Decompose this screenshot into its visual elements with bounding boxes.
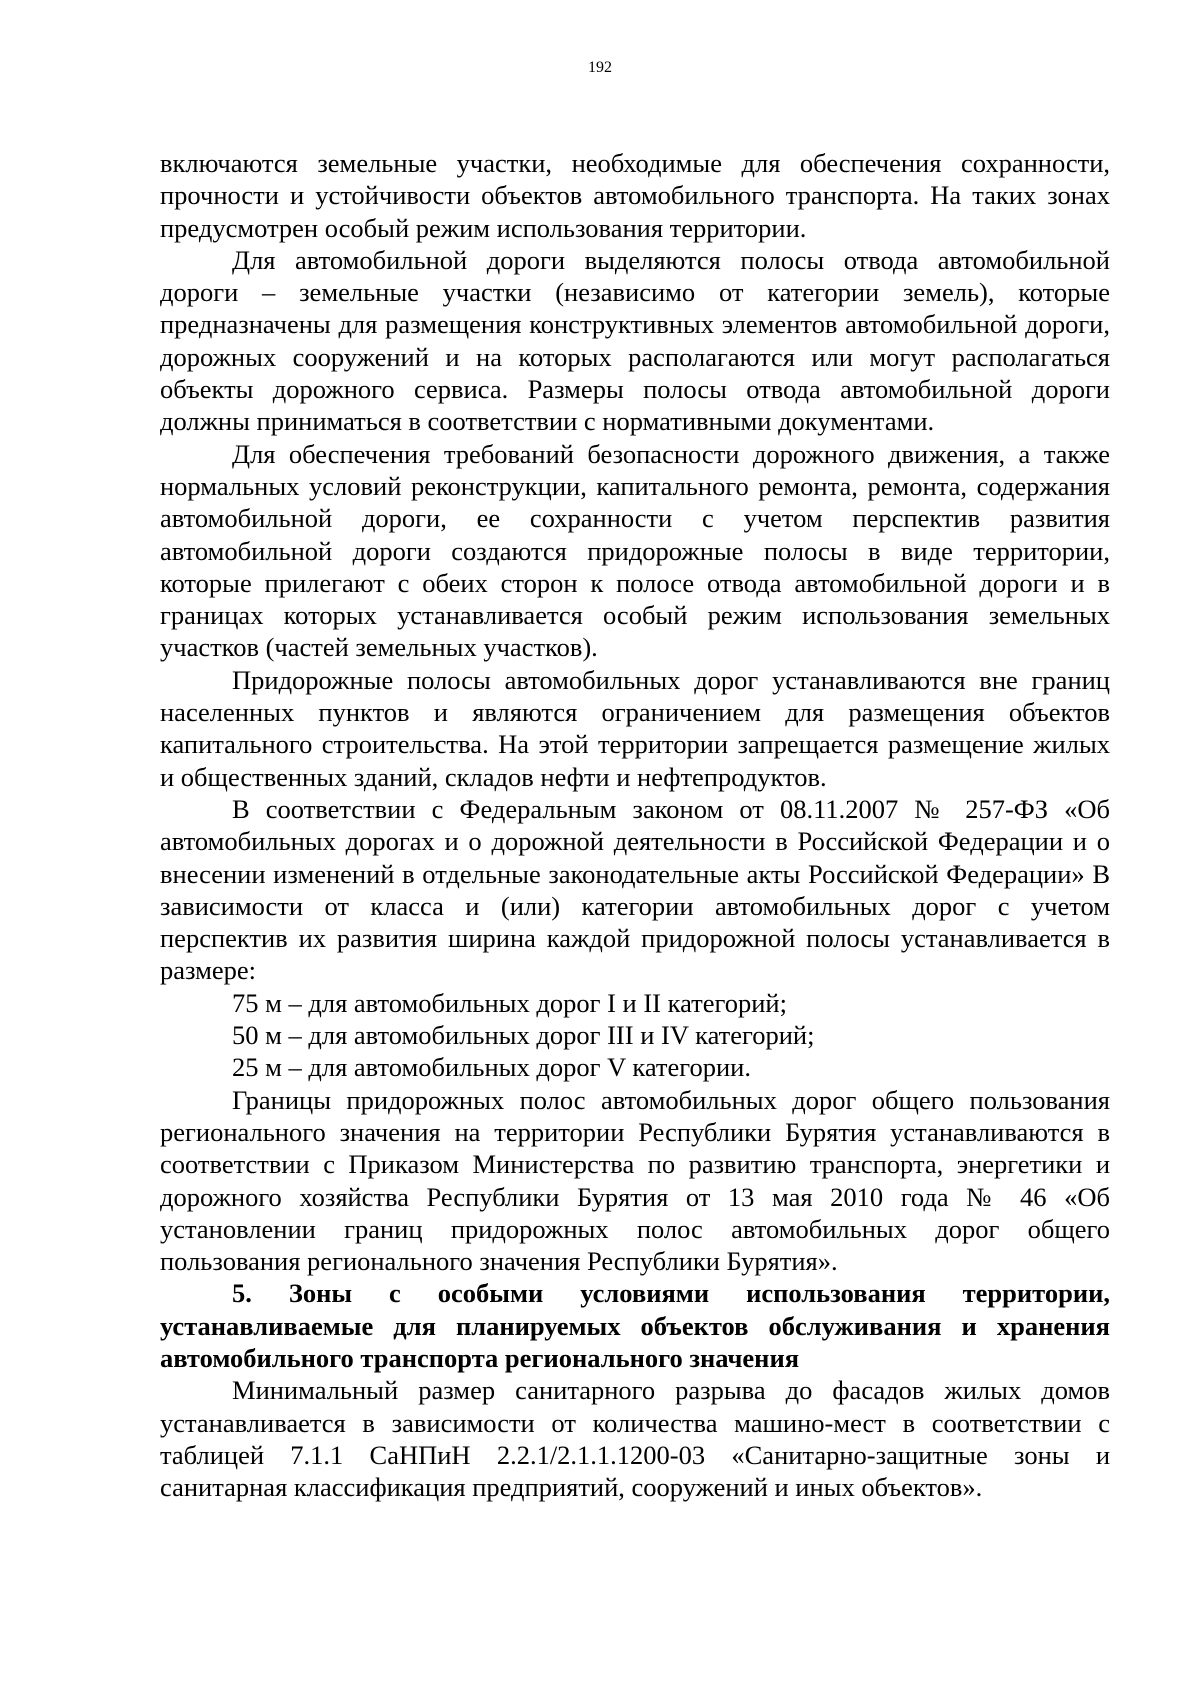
page-number: 192 bbox=[588, 59, 612, 76]
list-item-75m: 75 м – для автомобильных дорог I и II категорий; bbox=[232, 987, 787, 1018]
paragraph-sanitary-gap: Минимальный размер санитарного разрыва до фасадов жилых домов устанавливается в зависимости от количества машино-мест в соответствии с таблицей 7.1.1 СаНПиН 2.2.1/2.1.1.1200-03 «Санитарно-защитные зоны и санитарная классификация предприятий, сооружений и иных объектов». bbox=[160, 1375, 1110, 1503]
paragraph-roadside-strips: Для обеспечения требований безопасности дорожного движения, а также нормальных условий реконструкции, капитального ремонта, ремонта, содержания автомобильной дороги, ее сохранности с учетом перспектив развития автомобильной дороги создаются придорожные полосы в виде территории, которые прилегают с обеих сторон к полосе отвода автомобильной дороги и в границах которых устанавливается особый режим использования земельных участков (частей земельных участков). bbox=[160, 438, 1110, 663]
paragraph-continuation: включаются земельные участки, необходимые для обеспечения сохранности, прочности и устойчивости объектов автомобильного транспорта. На таких зонах предусмотрен особый режим использования территории. bbox=[160, 148, 1110, 243]
paragraph-roadside-restrictions: Придорожные полосы автомобильных дорог устанавливаются вне границ населенных пунктов и являются ограничением для размещения объектов капитального строительства. На этой территории запрещается размещение жилых и общественных зданий, складов нефти и нефтепродуктов. bbox=[160, 664, 1110, 792]
paragraph-federal-law: В соответствии с Федеральным законом от 08.11.2007 № 257-ФЗ «Об автомобильных дорогах и о дорожной деятельности в Российской Федерации и о внесении изменений в отдельные законодательные акты Российской Федерации» В зависимости от класса и (или) категории автомобильных дорог с учетом перспектив их развития ширина каждой придорожной полосы устанавливается в размере: bbox=[160, 793, 1110, 986]
list-item-50m: 50 м – для автомобильных дорог III и IV категорий; bbox=[232, 1020, 815, 1051]
paragraph-right-of-way: Для автомобильной дороги выделяются полосы отвода автомобильной дороги – земельные участки (независимо от категории земель), которые предназначены для размещения конструктивных элементов автомобильной дороги, дорожных сооружений и на которых располагаются или могут располагаться объекты дорожного сервиса. Размеры полосы отвода автомобильной дороги должны приниматься в соответствии с нормативными документами. bbox=[160, 244, 1110, 437]
paragraph-regional-order: Границы придорожных полос автомобильных дорог общего пользования регионального значения на территории Республики Бурятия устанавливаются в соответствии с Приказом Министерства по развитию транспорта, энергетики и дорожного хозяйства Республики Бурятия от 13 мая 2010 года № 46 «Об установлении границ придорожных полос автомобильных дорог общего пользования регионального значения Республики Бурятия». bbox=[160, 1084, 1110, 1277]
section-heading: 5. Зоны с особыми условиями использования территории, устанавливаемые для планируемых объектов обслуживания и хранения автомобильного транспорта регионального значения bbox=[160, 1278, 1110, 1373]
list-item-25m: 25 м – для автомобильных дорог V категории. bbox=[232, 1052, 751, 1083]
document-body bbox=[160, 147, 1110, 1503]
